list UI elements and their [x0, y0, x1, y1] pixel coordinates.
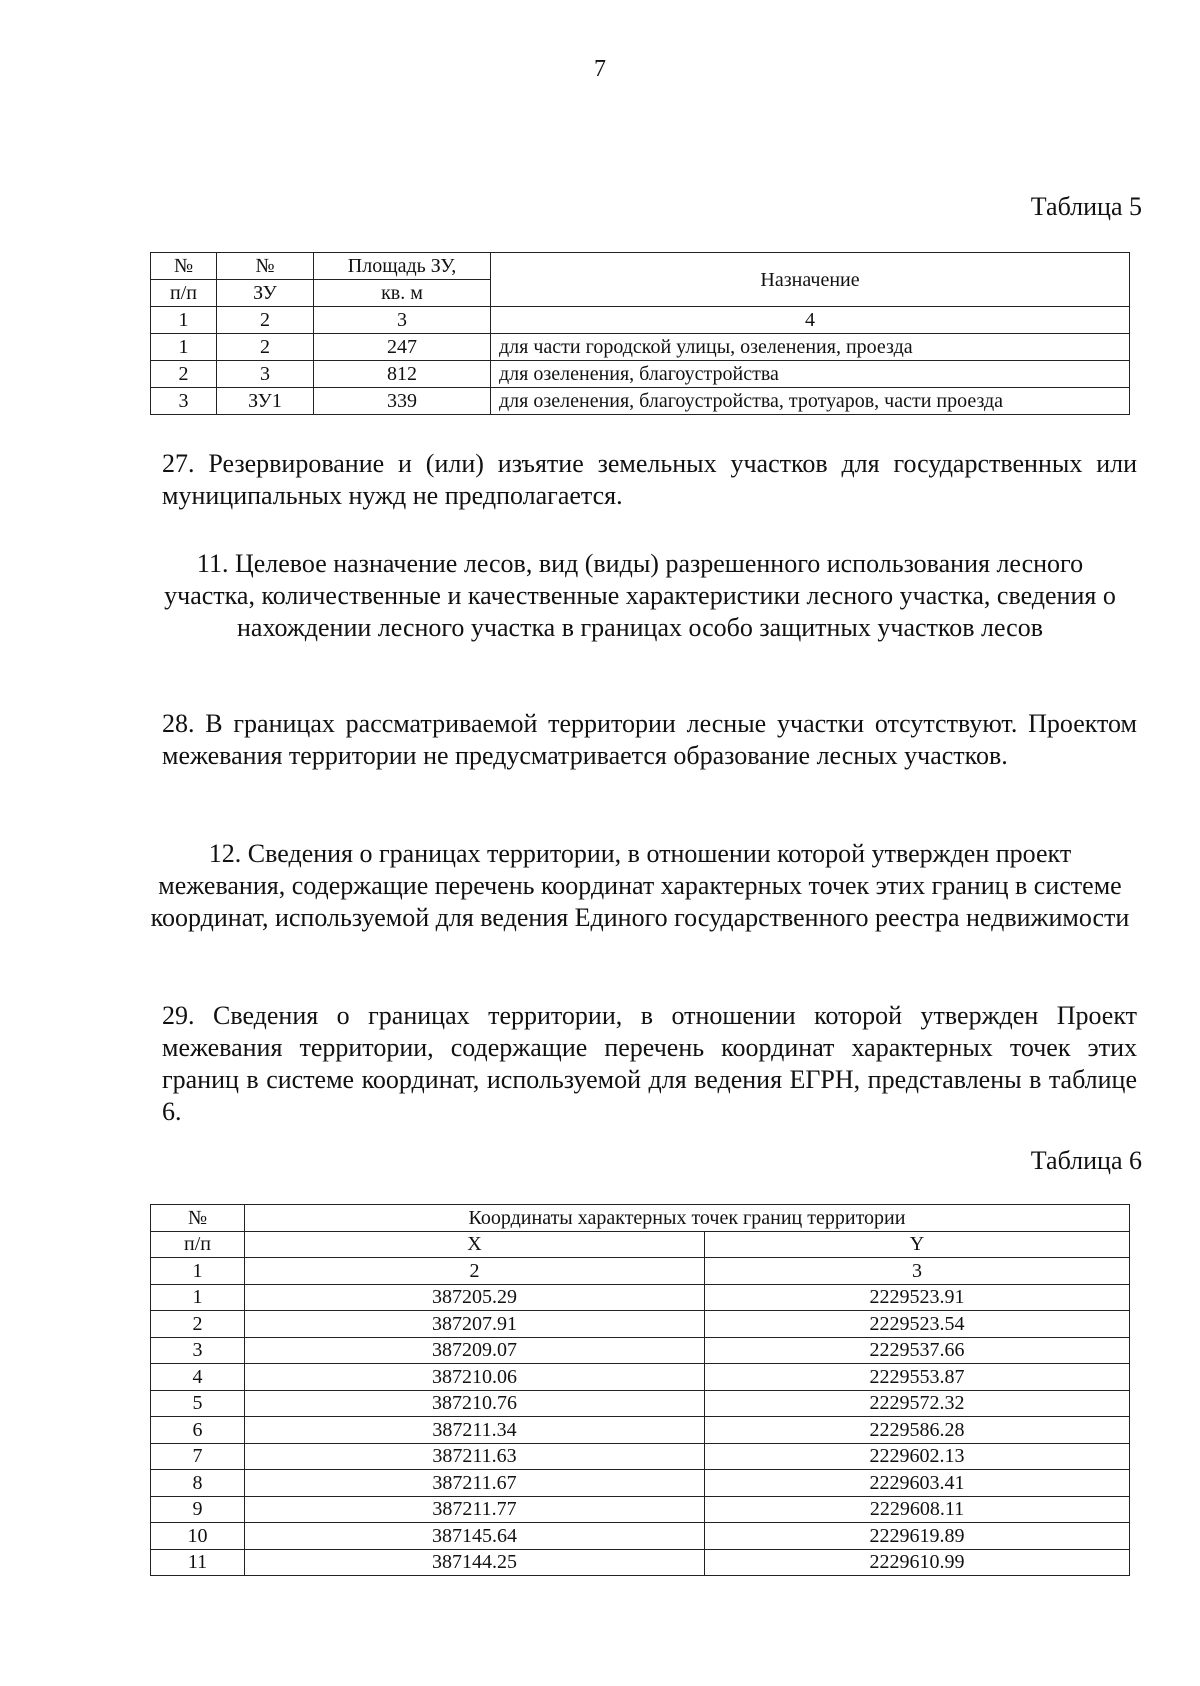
table-cell: 5	[151, 1390, 245, 1417]
table-cell: 387205.29	[245, 1284, 705, 1311]
table-cell: 3	[705, 1258, 1130, 1285]
table-cell: 2229608.11	[705, 1496, 1130, 1523]
page-number: 7	[594, 56, 606, 82]
table-row	[151, 1364, 1130, 1391]
table-cell: для части городской улицы, озеленения, проезда	[491, 334, 1130, 361]
table-row	[151, 1523, 1130, 1550]
table-cell: 3	[151, 388, 217, 415]
table5-header-area: Площадь ЗУ,	[314, 253, 491, 280]
paragraph-27: 27. Резервирование и (или) изъятие земельных участков для государственных или муниципальных нужд не предполагается.	[162, 449, 1137, 510]
table5	[150, 252, 1130, 415]
table-cell: 2229553.87	[705, 1364, 1130, 1391]
table-cell: 2229603.41	[705, 1470, 1130, 1497]
paragraph-29: 29. Сведения о границах территории, в отношении которой утвержден Проект межевания территории, содержащие перечень координат характерных точек этих границ в системе координат, используемой для ведения ЕГРН, представлены в таблице 6.	[162, 1001, 1137, 1126]
table-cell: 1	[151, 334, 217, 361]
table-cell: для озеленения, благоустройства, тротуаров, части проезда	[491, 388, 1130, 415]
table6-header-x: X	[245, 1231, 705, 1258]
table6	[150, 1204, 1130, 1576]
section-heading-11: 11. Целевое назначение лесов, вид (виды) разрешенного использования лесного участка, количественные и качественные характеристики лесного участка, сведения о нахождении лесного участка в границах особо защитных участков лесов	[164, 549, 1116, 642]
table-row	[151, 1284, 1130, 1311]
table-cell: 2	[151, 361, 217, 388]
table-cell: 387210.76	[245, 1390, 705, 1417]
table-cell: 2229523.91	[705, 1284, 1130, 1311]
table6-header-coords: Координаты характерных точек границ территории	[245, 1205, 1130, 1232]
table-cell: 812	[314, 361, 491, 388]
table-cell: 1	[151, 307, 217, 334]
paragraph-28: 28. В границах рассматриваемой территории лесные участки отсутствуют. Проектом межевания территории не предусматривается образование лесных участков.	[162, 709, 1137, 770]
table-row	[151, 1337, 1130, 1364]
table-cell: 2229537.66	[705, 1337, 1130, 1364]
table-cell: 6	[151, 1417, 245, 1444]
table-cell: 2	[151, 1311, 245, 1338]
table-cell: 8	[151, 1470, 245, 1497]
table-cell: 387207.91	[245, 1311, 705, 1338]
section-heading-12: 12. Сведения о границах территории, в отношении которой утвержден проект межевания, содержащие перечень координат характерных точек этих границ в системе координат, используемой для ведения Единого государственного реестра недвижимости	[150, 839, 1130, 932]
table-cell: 1	[151, 1258, 245, 1285]
table-row	[151, 1549, 1130, 1576]
table-cell: 339	[314, 388, 491, 415]
table5-header-num-2: п/п	[151, 280, 217, 307]
table5-header-purpose: Назначение	[491, 253, 1130, 307]
table5-caption: Таблица 5	[1030, 192, 1142, 221]
table-cell: 2	[217, 307, 314, 334]
table5-header-zu: №	[217, 253, 314, 280]
table-cell: 387210.06	[245, 1364, 705, 1391]
table-row	[151, 334, 1130, 361]
table-cell: ЗУ1	[217, 388, 314, 415]
table-cell: 387211.77	[245, 1496, 705, 1523]
table-row	[151, 361, 1130, 388]
table-cell: 2229586.28	[705, 1417, 1130, 1444]
table-cell: 2229610.99	[705, 1549, 1130, 1576]
table-cell: 247	[314, 334, 491, 361]
table-cell: 387145.64	[245, 1523, 705, 1550]
table-cell: 387209.07	[245, 1337, 705, 1364]
table-cell: 2	[245, 1258, 705, 1285]
table-row	[151, 388, 1130, 415]
table-cell: 3	[151, 1337, 245, 1364]
table-cell: 2229619.89	[705, 1523, 1130, 1550]
table-cell: 9	[151, 1496, 245, 1523]
table6-header-num-2: п/п	[151, 1231, 245, 1258]
table5-header-num: №	[151, 253, 217, 280]
table5-header-zu-2: ЗУ	[217, 280, 314, 307]
table-cell: 4	[151, 1364, 245, 1391]
table5-index-row	[151, 307, 1130, 334]
table-row	[151, 1417, 1130, 1444]
table-cell: 4	[491, 307, 1130, 334]
table-cell: 10	[151, 1523, 245, 1550]
table-cell: 2229572.32	[705, 1390, 1130, 1417]
table-cell: 2229602.13	[705, 1443, 1130, 1470]
table6-index-row	[151, 1258, 1130, 1285]
table6-header-num: №	[151, 1205, 245, 1232]
table-cell: 387144.25	[245, 1549, 705, 1576]
table-cell: 387211.67	[245, 1470, 705, 1497]
table-cell: 387211.34	[245, 1417, 705, 1444]
table-cell: 7	[151, 1443, 245, 1470]
table-cell: 2	[217, 334, 314, 361]
table-row	[151, 1311, 1130, 1338]
table-row	[151, 1390, 1130, 1417]
table-cell: 2229523.54	[705, 1311, 1130, 1338]
table-cell: 387211.63	[245, 1443, 705, 1470]
table5-header-area-2: кв. м	[314, 280, 491, 307]
table-cell: 1	[151, 1284, 245, 1311]
table-row	[151, 1496, 1130, 1523]
table-cell: 3	[217, 361, 314, 388]
table6-caption: Таблица 6	[1030, 1146, 1142, 1175]
table-cell: 3	[314, 307, 491, 334]
table-cell: 11	[151, 1549, 245, 1576]
table-cell: для озеленения, благоустройства	[491, 361, 1130, 388]
table-row	[151, 1470, 1130, 1497]
table-row	[151, 1443, 1130, 1470]
table6-header-y: Y	[705, 1231, 1130, 1258]
